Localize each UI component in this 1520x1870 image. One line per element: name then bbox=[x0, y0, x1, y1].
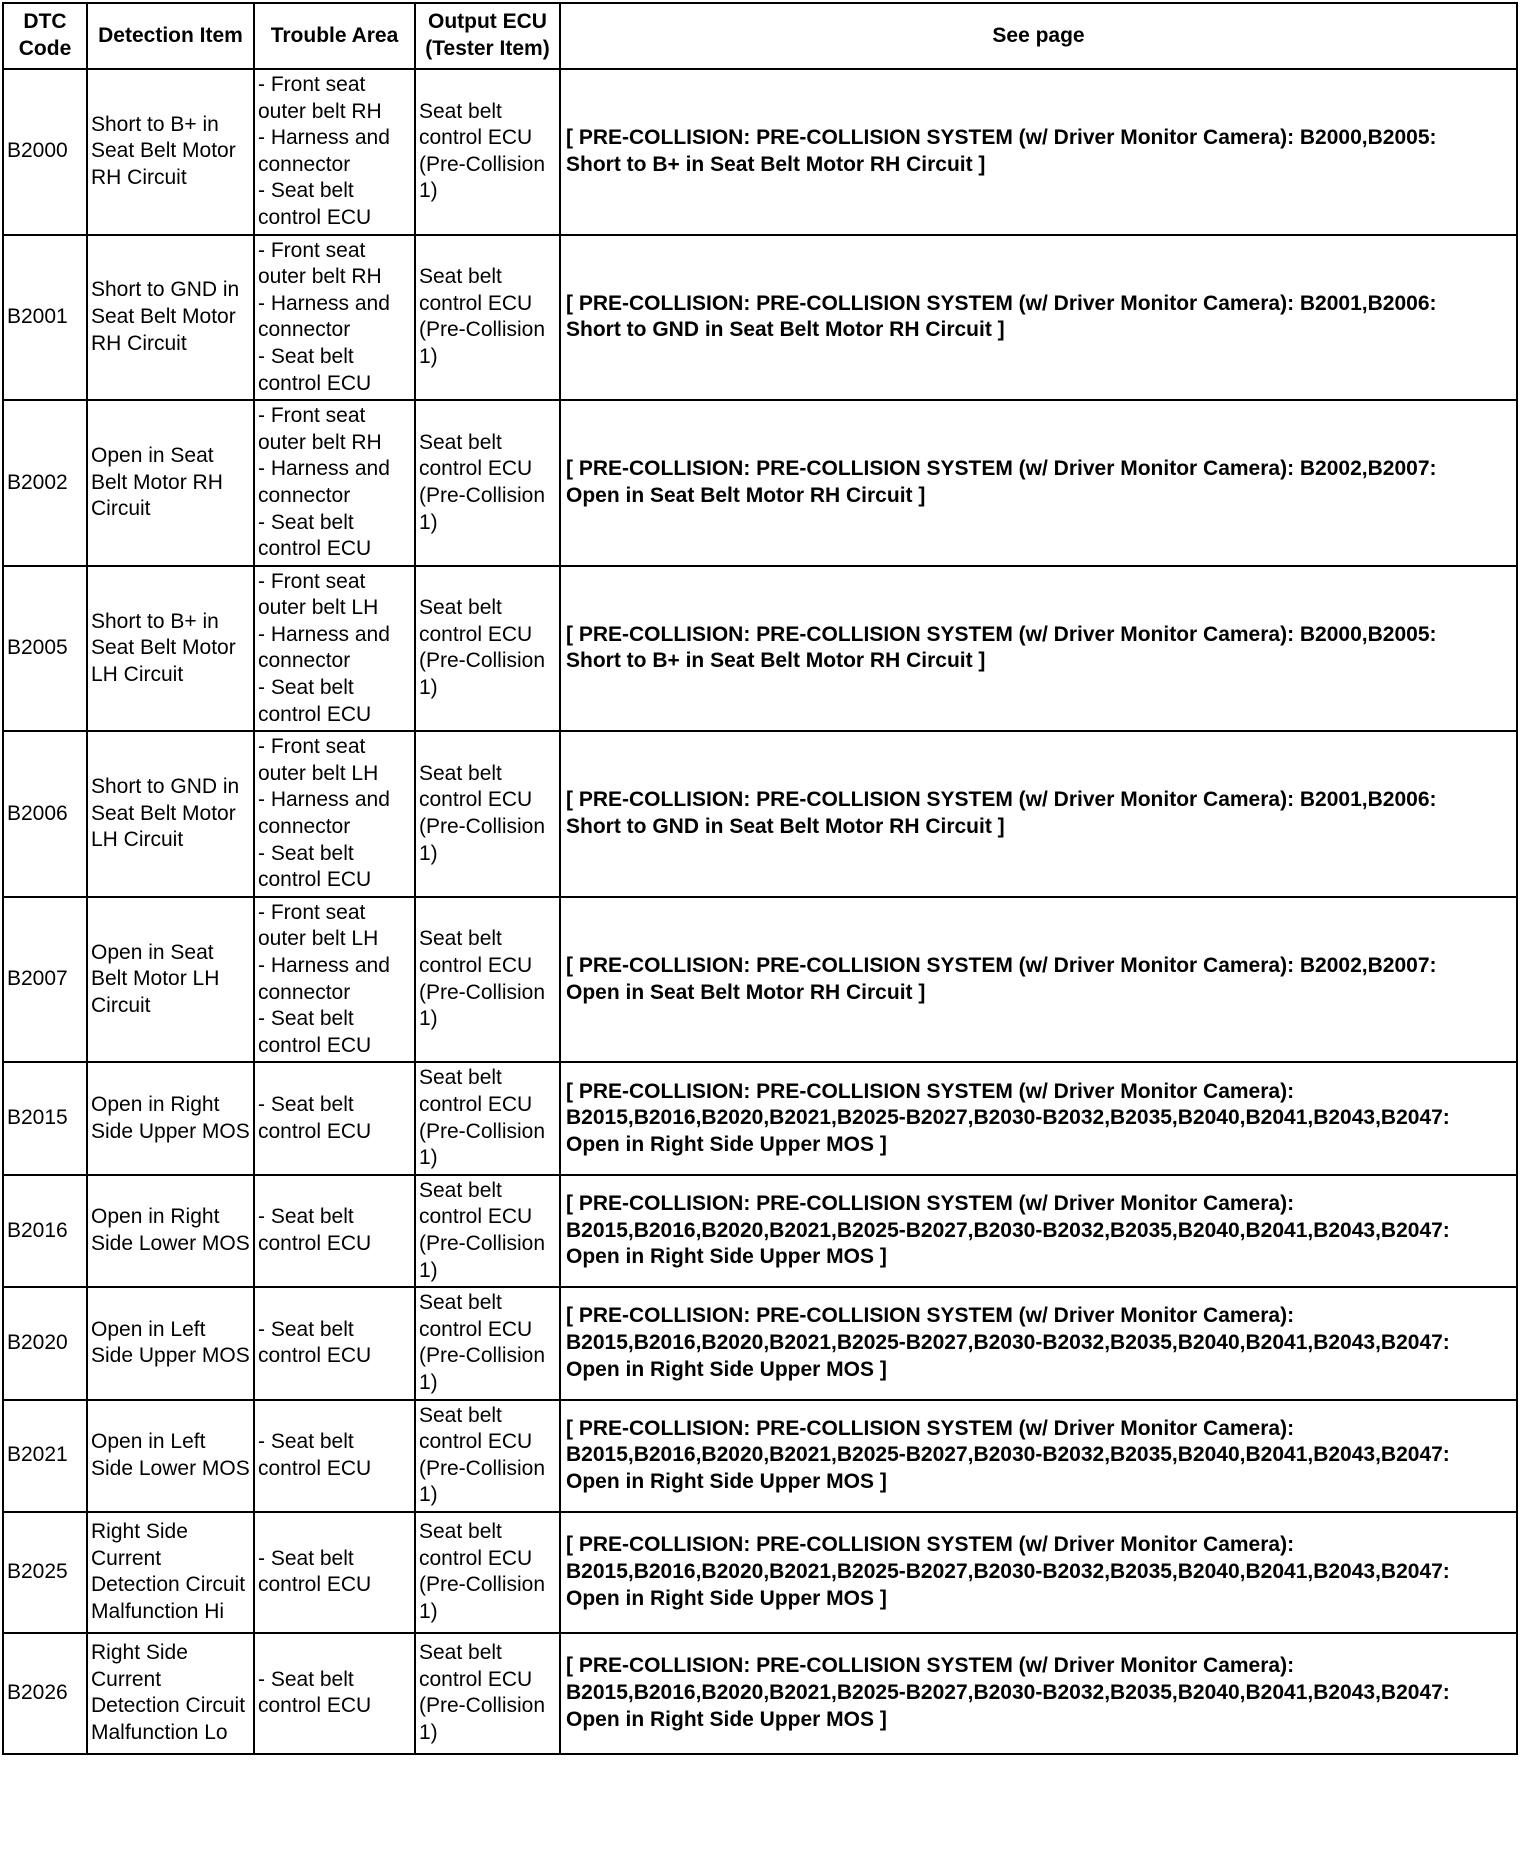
table-row bbox=[3, 1287, 1517, 1399]
output-ecu-cell: Seat belt control ECU (Pre-Collision 1) bbox=[415, 1287, 560, 1399]
see-page-line: Open in Seat Belt Motor RH Circuit ] bbox=[566, 483, 926, 507]
see-page-line: [ PRE-COLLISION: PRE-COLLISION SYSTEM (w/ Driver Monitor Camera): bbox=[566, 1416, 1295, 1440]
table-row bbox=[3, 1175, 1517, 1287]
see-page-link[interactable] bbox=[560, 731, 1517, 897]
detection-item-cell: Short to B+ in Seat Belt Motor LH Circuit bbox=[87, 566, 254, 732]
see-page-line: [ PRE-COLLISION: PRE-COLLISION SYSTEM (w/ Driver Monitor Camera): bbox=[566, 1533, 1295, 1557]
see-page-line: [ PRE-COLLISION: PRE-COLLISION SYSTEM (w/ Driver Monitor Camera): bbox=[566, 1654, 1295, 1678]
dtc-code-cell: B2001 bbox=[3, 235, 87, 401]
see-page-link[interactable] bbox=[560, 235, 1517, 401]
see-page-line: B2015,B2016,B2020,B2021,B2025-B2027,B2030-B2032,B2035,B2040,B2041,B2043,B2047: bbox=[566, 1443, 1450, 1467]
trouble-area-item: - Seat belt control ECU bbox=[258, 1007, 372, 1057]
header-detection-item: Detection Item bbox=[87, 3, 254, 69]
see-page-link[interactable] bbox=[560, 1512, 1517, 1633]
output-ecu-cell: Seat belt control ECU (Pre-Collision 1) bbox=[415, 69, 560, 235]
table-row bbox=[3, 1400, 1517, 1512]
trouble-area-item: - Harness and connector bbox=[258, 457, 390, 507]
trouble-area-item: - Harness and connector bbox=[258, 126, 390, 176]
see-page-line: Open in Right Side Upper MOS ] bbox=[566, 1707, 887, 1731]
table-row bbox=[3, 897, 1517, 1063]
detection-item-cell: Open in Seat Belt Motor LH Circuit bbox=[87, 897, 254, 1063]
trouble-area-item: - Seat belt control ECU bbox=[258, 841, 372, 892]
output-ecu-cell: Seat belt control ECU (Pre-Collision 1) bbox=[415, 566, 560, 732]
detection-item-cell: Short to GND in Seat Belt Motor LH Circuit bbox=[87, 731, 254, 897]
see-page-line: Open in Right Side Upper MOS ] bbox=[566, 1132, 887, 1156]
output-ecu-cell: Seat belt control ECU (Pre-Collision 1) bbox=[415, 1400, 560, 1512]
table-row bbox=[3, 1062, 1517, 1174]
see-page-line: Open in Right Side Upper MOS ] bbox=[566, 1245, 887, 1269]
output-ecu-cell: Seat belt control ECU (Pre-Collision 1) bbox=[415, 897, 560, 1063]
table-row bbox=[3, 566, 1517, 732]
trouble-area-cell bbox=[254, 1400, 415, 1512]
trouble-area-item: - Front seat outer belt RH bbox=[258, 404, 382, 454]
trouble-area-item: - Harness and connector bbox=[258, 788, 390, 839]
output-ecu-cell: Seat belt control ECU (Pre-Collision 1) bbox=[415, 1175, 560, 1287]
output-ecu-cell: Seat belt control ECU (Pre-Collision 1) bbox=[415, 1512, 560, 1633]
table-row bbox=[3, 731, 1517, 897]
see-page-line: Short to B+ in Seat Belt Motor RH Circuit ] bbox=[566, 649, 986, 673]
trouble-area-item: - Seat belt control ECU bbox=[258, 1430, 372, 1480]
table-body bbox=[3, 69, 1517, 1754]
detection-item-cell: Open in Right Side Upper MOS bbox=[87, 1062, 254, 1174]
see-page-link[interactable] bbox=[560, 1633, 1517, 1754]
table-row bbox=[3, 400, 1517, 566]
trouble-area-item: - Seat belt control ECU bbox=[258, 179, 372, 229]
see-page-line: Open in Seat Belt Motor RH Circuit ] bbox=[566, 980, 926, 1004]
dtc-code-cell: B2005 bbox=[3, 566, 87, 732]
trouble-area-cell bbox=[254, 235, 415, 401]
dtc-code-cell: B2002 bbox=[3, 400, 87, 566]
trouble-area-item: - Seat belt control ECU bbox=[258, 1546, 372, 1597]
output-ecu-cell: Seat belt control ECU (Pre-Collision 1) bbox=[415, 400, 560, 566]
trouble-area-cell bbox=[254, 1633, 415, 1754]
trouble-area-item: - Seat belt control ECU bbox=[258, 1205, 372, 1255]
output-ecu-cell: Seat belt control ECU (Pre-Collision 1) bbox=[415, 1062, 560, 1174]
trouble-area-item: - Seat belt control ECU bbox=[258, 344, 372, 395]
see-page-line: [ PRE-COLLISION: PRE-COLLISION SYSTEM (w/ Driver Monitor Camera): B2000,B2005: bbox=[566, 622, 1437, 646]
see-page-line: Open in Right Side Upper MOS ] bbox=[566, 1469, 887, 1493]
trouble-area-cell bbox=[254, 566, 415, 732]
see-page-line: [ PRE-COLLISION: PRE-COLLISION SYSTEM (w/ Driver Monitor Camera): B2002,B2007: bbox=[566, 457, 1437, 481]
see-page-line: B2015,B2016,B2020,B2021,B2025-B2027,B2030-B2032,B2035,B2040,B2041,B2043,B2047: bbox=[566, 1106, 1450, 1130]
header-output-ecu: Output ECU (Tester Item) bbox=[415, 3, 560, 69]
trouble-area-cell bbox=[254, 1062, 415, 1174]
dtc-code-cell: B2025 bbox=[3, 1512, 87, 1633]
see-page-link[interactable] bbox=[560, 1287, 1517, 1399]
trouble-area-item: - Front seat outer belt RH bbox=[258, 73, 382, 123]
trouble-area-cell bbox=[254, 897, 415, 1063]
output-ecu-cell: Seat belt control ECU (Pre-Collision 1) bbox=[415, 1633, 560, 1754]
see-page-link[interactable] bbox=[560, 1062, 1517, 1174]
table-row bbox=[3, 235, 1517, 401]
table-row bbox=[3, 1512, 1517, 1633]
dtc-code-cell: B2021 bbox=[3, 1400, 87, 1512]
see-page-line: B2015,B2016,B2020,B2021,B2025-B2027,B2030-B2032,B2035,B2040,B2041,B2043,B2047: bbox=[566, 1681, 1450, 1705]
detection-item-cell: Open in Left Side Lower MOS bbox=[87, 1400, 254, 1512]
detection-item-cell: Right Side Current Detection Circuit Malfunction Hi bbox=[87, 1512, 254, 1633]
see-page-line: [ PRE-COLLISION: PRE-COLLISION SYSTEM (w/ Driver Monitor Camera): B2001,B2006: bbox=[566, 788, 1437, 812]
see-page-line: [ PRE-COLLISION: PRE-COLLISION SYSTEM (w/ Driver Monitor Camera): bbox=[566, 1079, 1295, 1103]
detection-item-cell: Right Side Current Detection Circuit Malfunction Lo bbox=[87, 1633, 254, 1754]
trouble-area-item: - Front seat outer belt RH bbox=[258, 238, 382, 289]
trouble-area-cell bbox=[254, 69, 415, 235]
detection-item-cell: Open in Seat Belt Motor RH Circuit bbox=[87, 400, 254, 566]
dtc-table-sheet bbox=[2, 2, 1514, 1866]
trouble-area-cell bbox=[254, 1175, 415, 1287]
trouble-area-item: - Harness and connector bbox=[258, 622, 390, 673]
see-page-line: Short to GND in Seat Belt Motor RH Circuit ] bbox=[566, 815, 1005, 839]
see-page-link[interactable] bbox=[560, 1400, 1517, 1512]
table-row bbox=[3, 1633, 1517, 1754]
dtc-code-cell: B2000 bbox=[3, 69, 87, 235]
see-page-line: Short to B+ in Seat Belt Motor RH Circuit ] bbox=[566, 152, 986, 176]
see-page-line: B2015,B2016,B2020,B2021,B2025-B2027,B2030-B2032,B2035,B2040,B2041,B2043,B2047: bbox=[566, 1218, 1450, 1242]
dtc-code-cell: B2020 bbox=[3, 1287, 87, 1399]
trouble-area-item: - Front seat outer belt LH bbox=[258, 900, 379, 951]
detection-item-cell: Short to GND in Seat Belt Motor RH Circuit bbox=[87, 235, 254, 401]
see-page-line: B2015,B2016,B2020,B2021,B2025-B2027,B2030-B2032,B2035,B2040,B2041,B2043,B2047: bbox=[566, 1560, 1450, 1584]
see-page-line: [ PRE-COLLISION: PRE-COLLISION SYSTEM (w/ Driver Monitor Camera): bbox=[566, 1192, 1295, 1216]
output-ecu-cell: Seat belt control ECU (Pre-Collision 1) bbox=[415, 235, 560, 401]
see-page-link[interactable] bbox=[560, 566, 1517, 732]
detection-item-cell: Short to B+ in Seat Belt Motor RH Circuit bbox=[87, 69, 254, 235]
see-page-line: [ PRE-COLLISION: PRE-COLLISION SYSTEM (w/ Driver Monitor Camera): B2001,B2006: bbox=[566, 291, 1437, 315]
trouble-area-cell bbox=[254, 731, 415, 897]
trouble-area-cell bbox=[254, 1287, 415, 1399]
see-page-link[interactable] bbox=[560, 400, 1517, 566]
detection-item-cell: Open in Left Side Upper MOS bbox=[87, 1287, 254, 1399]
see-page-link[interactable] bbox=[560, 69, 1517, 235]
trouble-area-item: - Seat belt control ECU bbox=[258, 1317, 372, 1368]
trouble-area-item: - Harness and connector bbox=[258, 954, 390, 1004]
header-trouble-area: Trouble Area bbox=[254, 3, 415, 69]
dtc-code-cell: B2006 bbox=[3, 731, 87, 897]
table-header-row bbox=[3, 3, 1517, 69]
see-page-line: Short to GND in Seat Belt Motor RH Circuit ] bbox=[566, 318, 1005, 342]
trouble-area-item: - Seat belt control ECU bbox=[258, 510, 372, 561]
dtc-code-cell: B2007 bbox=[3, 897, 87, 1063]
see-page-line: [ PRE-COLLISION: PRE-COLLISION SYSTEM (w/ Driver Monitor Camera): B2000,B2005: bbox=[566, 126, 1437, 150]
see-page-line: [ PRE-COLLISION: PRE-COLLISION SYSTEM (w/ Driver Monitor Camera): bbox=[566, 1304, 1295, 1328]
trouble-area-item: - Seat belt control ECU bbox=[258, 676, 372, 726]
trouble-area-item: - Harness and connector bbox=[258, 291, 390, 342]
see-page-line: [ PRE-COLLISION: PRE-COLLISION SYSTEM (w/ Driver Monitor Camera): B2002,B2007: bbox=[566, 954, 1437, 977]
see-page-link[interactable] bbox=[560, 1175, 1517, 1287]
trouble-area-item: - Seat belt control ECU bbox=[258, 1092, 372, 1143]
see-page-line: B2015,B2016,B2020,B2021,B2025-B2027,B2030-B2032,B2035,B2040,B2041,B2043,B2047: bbox=[566, 1331, 1450, 1355]
output-ecu-cell: Seat belt control ECU (Pre-Collision 1) bbox=[415, 731, 560, 897]
see-page-link[interactable] bbox=[560, 897, 1517, 1063]
dtc-code-cell: B2015 bbox=[3, 1062, 87, 1174]
trouble-area-item: - Front seat outer belt LH bbox=[258, 735, 379, 785]
header-see-page: See page bbox=[560, 3, 1517, 69]
dtc-code-cell: B2016 bbox=[3, 1175, 87, 1287]
see-page-line: Open in Right Side Upper MOS ] bbox=[566, 1357, 887, 1381]
detection-item-cell: Open in Right Side Lower MOS bbox=[87, 1175, 254, 1287]
dtc-table bbox=[2, 2, 1518, 1755]
trouble-area-item: - Seat belt control ECU bbox=[258, 1667, 372, 1718]
table-row bbox=[3, 69, 1517, 235]
header-dtc-code: DTC Code bbox=[3, 3, 87, 69]
trouble-area-cell bbox=[254, 400, 415, 566]
see-page-line: Open in Right Side Upper MOS ] bbox=[566, 1586, 887, 1610]
trouble-area-cell bbox=[254, 1512, 415, 1633]
trouble-area-item: - Front seat outer belt LH bbox=[258, 569, 379, 620]
dtc-code-cell: B2026 bbox=[3, 1633, 87, 1754]
